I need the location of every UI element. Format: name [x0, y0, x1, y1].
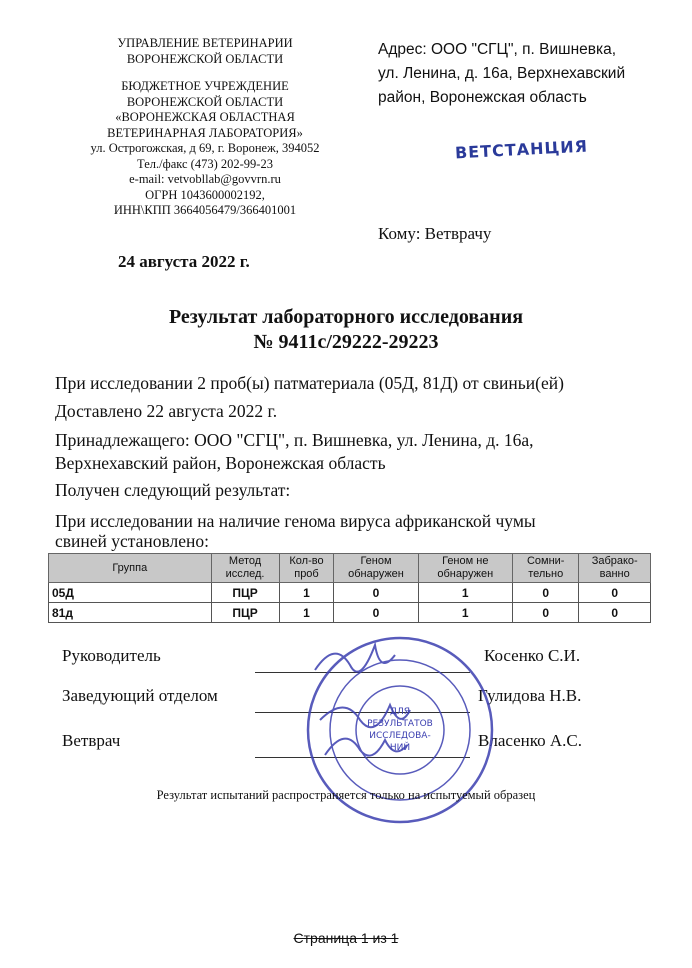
recipient-address: [378, 38, 678, 110]
table-cell: ПЦР: [211, 603, 279, 623]
org-line: БЮДЖЕТНОЕ УЧРЕЖДЕНИЕ: [121, 79, 289, 93]
document-title: [0, 305, 692, 355]
signature-role: Руководитель: [62, 646, 161, 665]
document-date: 24 августа 2022 г.: [118, 252, 250, 271]
page-number: Страница 1 из 1: [293, 930, 399, 946]
org-line: e-mail: vetvobllab@govvrn.ru: [129, 172, 281, 186]
table-cell: 1: [418, 583, 512, 603]
vetstation-stamp: ВЕТСТАНЦИЯ: [454, 136, 589, 163]
svg-text:ДЛЯ: ДЛЯ: [389, 707, 411, 717]
document-number: № 9411с/29222-29223: [253, 331, 439, 353]
disclaimer-note: Результат испытаний распространяется только на испытуемый образец: [156, 788, 536, 802]
signature-name: Косенко С.И.: [484, 646, 581, 665]
address-line: район, Воронежская область: [378, 89, 587, 106]
table-cell: 0: [334, 583, 418, 603]
org-line: «ВОРОНЕЖСКАЯ ОБЛАСТНАЯ: [115, 110, 295, 124]
svg-text:НИЙ: НИЙ: [389, 743, 411, 753]
body-line: Доставлено 22 августа 2022 г.: [55, 401, 278, 421]
table-header-row: [49, 554, 651, 583]
svg-text:РЕЗУЛЬТАТОВ: РЕЗУЛЬТАТОВ: [367, 719, 433, 729]
column-header: Кол-во проб: [279, 554, 334, 583]
body-line: Принадлежащего: ООО "СГЦ", п. Вишневка, ул. Ленина, д. 16а,: [55, 430, 534, 450]
column-header: Группа: [49, 554, 212, 583]
address-line: ул. Ленина, д. 16а, Верхнехавский: [378, 65, 626, 82]
column-header: Геном обнаружен: [334, 554, 418, 583]
title-line: Результат лабораторного исследования: [168, 306, 524, 328]
address-line: Адрес: ООО "СГЦ", п. Вишневка,: [378, 41, 617, 58]
organization-header: [60, 36, 350, 219]
table-row: [49, 583, 651, 603]
column-header: Метод исслед.: [211, 554, 279, 583]
recipient: Кому: Ветврачу: [378, 224, 492, 243]
table-cell: 1: [279, 603, 334, 623]
table-cell: 1: [279, 583, 334, 603]
svg-text:ИССЛЕДОВА-: ИССЛЕДОВА-: [369, 731, 431, 741]
org-line: ВЕТЕРИНАРНАЯ ЛАБОРАТОРИЯ»: [107, 125, 303, 140]
body-line: Верхнехавский район, Воронежская область: [55, 453, 386, 473]
org-line: УПРАВЛЕНИЕ ВЕТЕРИНАРИИ: [117, 36, 293, 50]
table-cell: 0: [513, 603, 579, 623]
column-header: Забрако-ванно: [579, 554, 651, 583]
column-header: Сомни-тельно: [513, 554, 579, 583]
table-cell: 0: [334, 603, 418, 623]
body-line: При исследовании на наличие генома вируса африканской чумы: [55, 511, 536, 531]
table-cell: 0: [579, 583, 651, 603]
table-cell: 1: [418, 603, 512, 623]
body-line: Получен следующий результат:: [55, 480, 291, 500]
table-cell: ПЦР: [211, 583, 279, 603]
table-cell: 0: [579, 603, 651, 623]
org-line: ВОРОНЕЖСКОЙ ОБЛАСТИ: [126, 94, 284, 109]
org-line: ВОРОНЕЖСКОЙ ОБЛАСТИ: [126, 51, 284, 66]
org-line: Тел./факс (473) 202-99-23: [137, 156, 273, 171]
signature-name: Гулидова Н.В.: [478, 686, 582, 705]
org-line: ул. Острогожская, д 69, г. Воронеж, 394052: [90, 141, 320, 155]
table-row: [49, 603, 651, 623]
body-line: свиней установлено:: [55, 531, 210, 551]
table-cell: 05Д: [49, 583, 212, 603]
column-header: Геном не обнаружен: [418, 554, 512, 583]
org-line: ИНН\КПП 3664056479/366401001: [113, 203, 297, 217]
table-cell: 81д: [49, 603, 212, 623]
org-line: ОГРН 1043600002192,: [145, 187, 265, 202]
signature-name: Власенко А.С.: [478, 731, 583, 750]
table-cell: 0: [513, 583, 579, 603]
results-table: [48, 553, 651, 623]
signature-role: Ветврач: [62, 731, 121, 750]
body-line: При исследовании 2 проб(ы) патматериала (05Д, 81Д) от свиньи(ей): [55, 373, 564, 393]
signature-role: Заведующий отделом: [62, 686, 218, 705]
